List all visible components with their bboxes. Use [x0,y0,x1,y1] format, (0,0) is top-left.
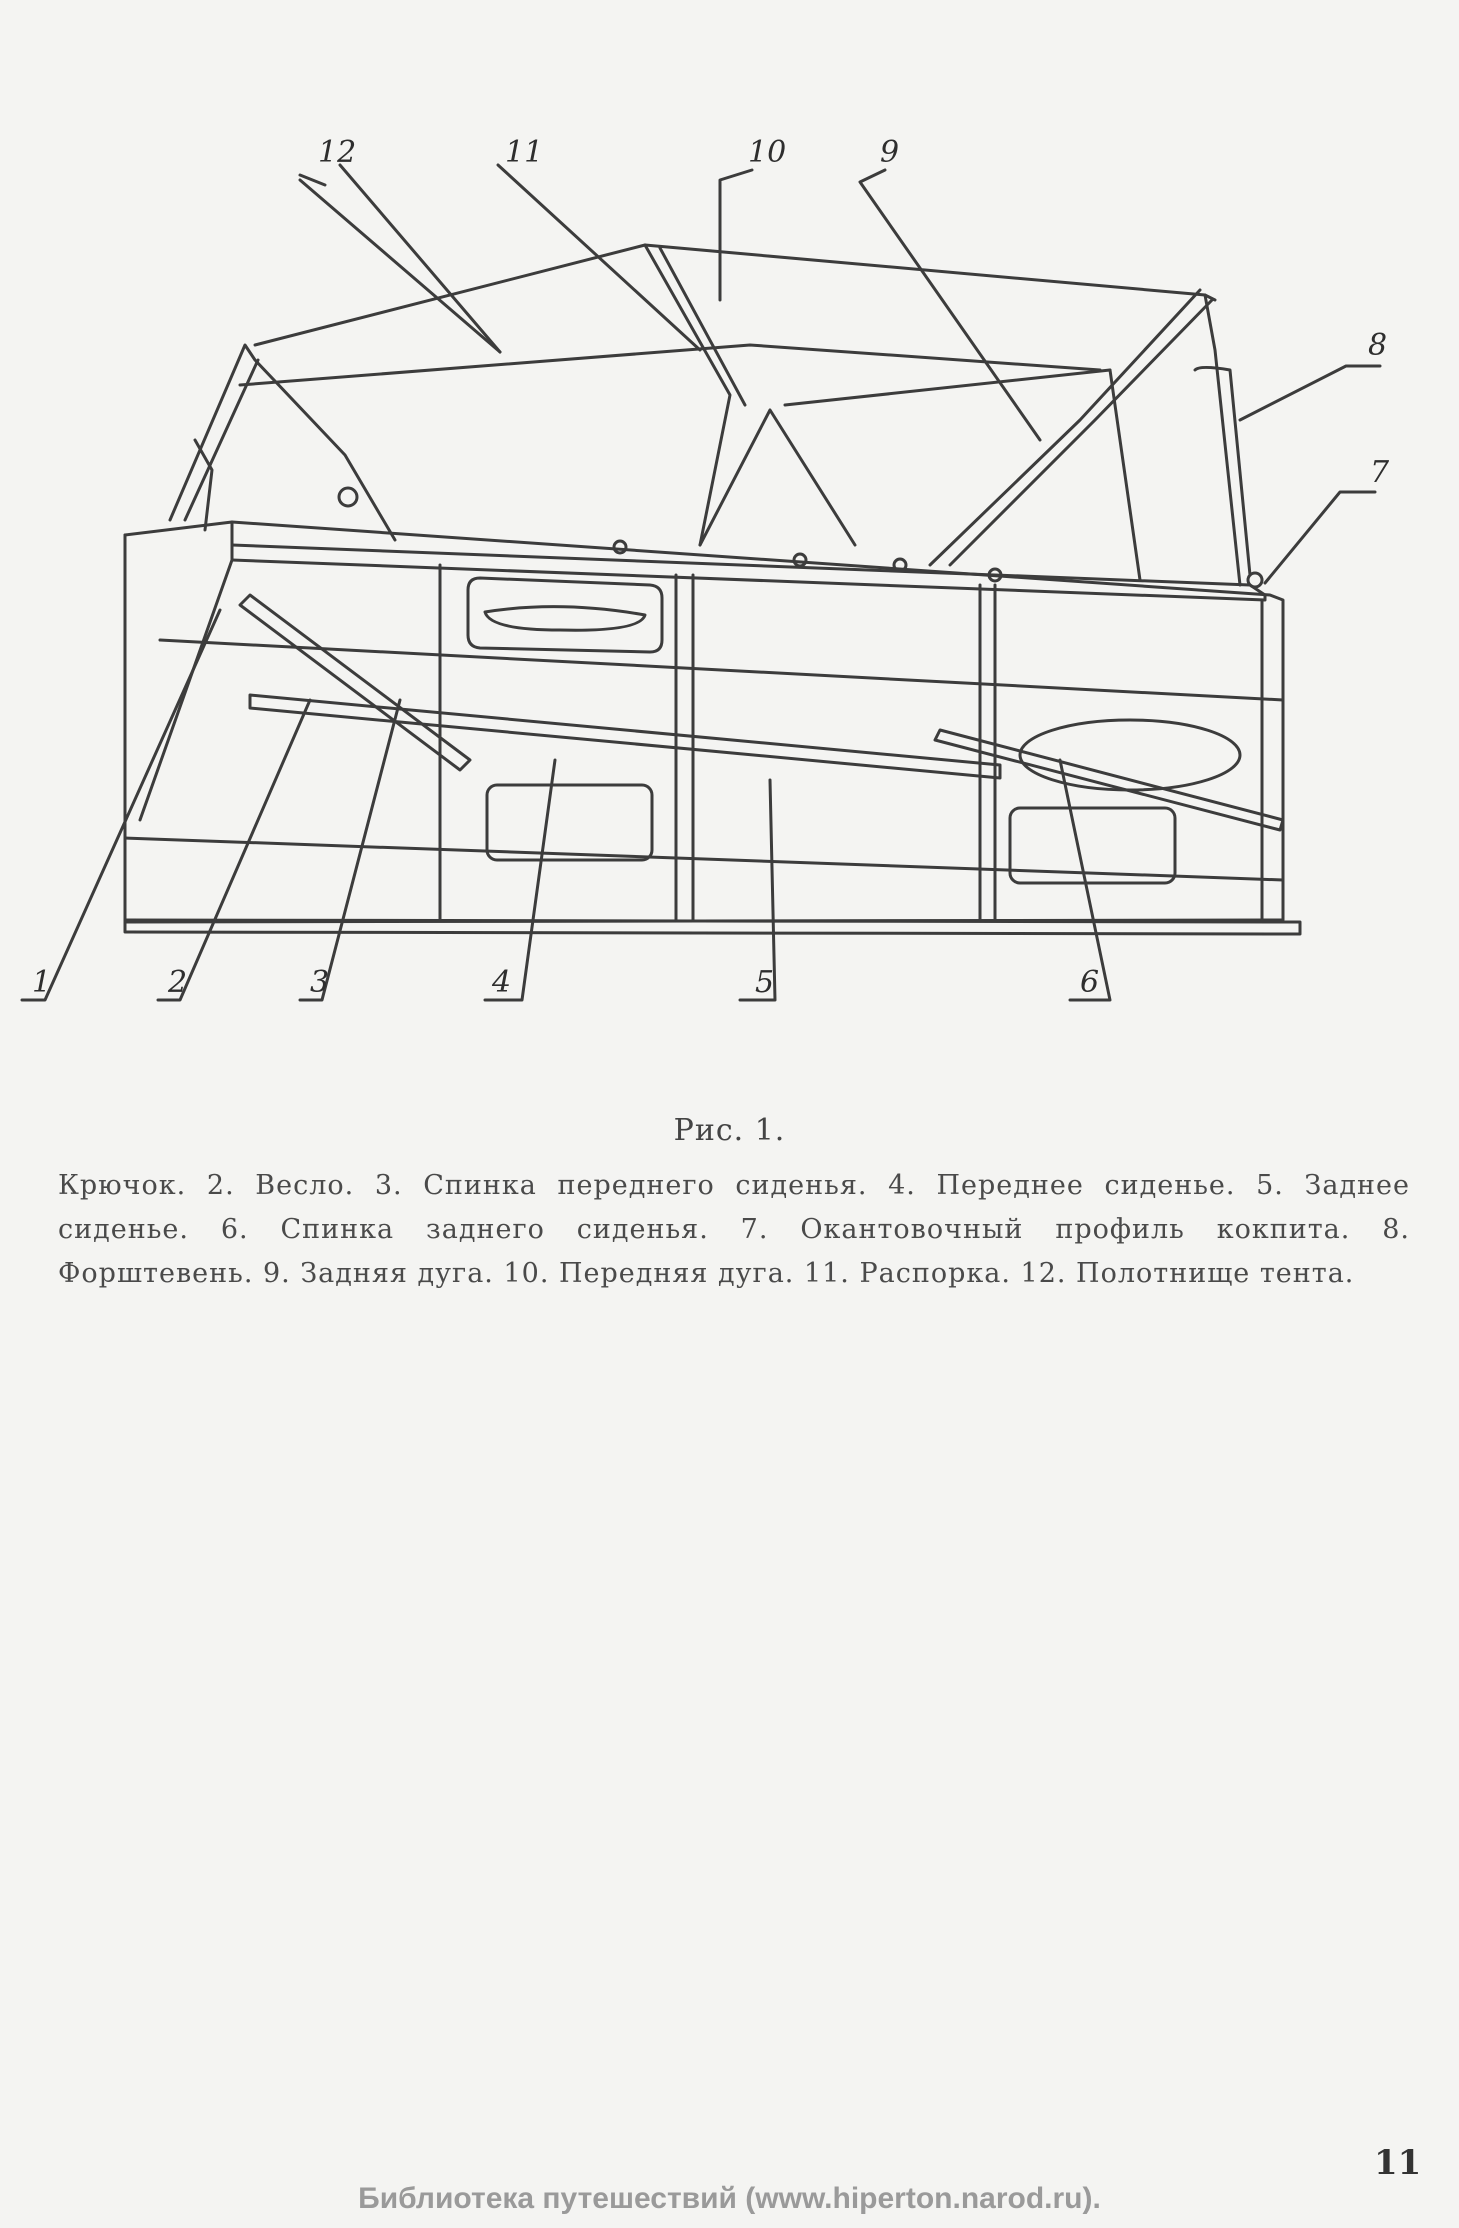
figure-label: Рис. 1. [673,1113,786,1148]
stern-post [1205,295,1240,585]
callout-10: 10 [748,135,787,170]
callout-12: 12 [318,135,357,170]
callout-5: 5 [755,965,775,1000]
paddle [240,595,470,770]
page-number: 11 [1374,2143,1422,2183]
callout-11: 11 [505,135,544,170]
front-hoop [645,245,730,545]
callout-2: 2 [168,965,188,1000]
kayak-tent-figure [0,0,1459,1060]
callout-3: 3 [310,965,330,1000]
callout-1: 1 [32,965,52,1000]
callout-7: 7 [1370,455,1390,490]
hatch-panel [468,578,662,652]
rear-seat [935,730,1283,830]
front-seat [250,695,1000,778]
callout-8: 8 [1368,328,1388,363]
hull-lower-line [125,838,1283,880]
callout-9: 9 [880,135,900,170]
tent-ridge [255,245,1215,345]
cockpit-rim [232,545,1265,600]
callout-4: 4 [492,965,512,1000]
figure-caption: Крючок. 2. Весло. 3. Спинка переднего сиденья. 4. Переднее сиденье. 5. Заднее сиденье. 6. Спинка заднего сиденья. 7. Окантовочный профиль кокпита. 8. Форштевень. 9. Задняя дуга. 10. Передняя дуга. 11. Распорка. 12. Полотнище тента. [58,1170,1410,1289]
footer-credit: Библиотека путешествий (www.hiperton.narod.ru). [358,2182,1101,2215]
rear-hoop [930,290,1200,565]
callout-6: 6 [1080,965,1100,1000]
front-bag [487,785,652,860]
